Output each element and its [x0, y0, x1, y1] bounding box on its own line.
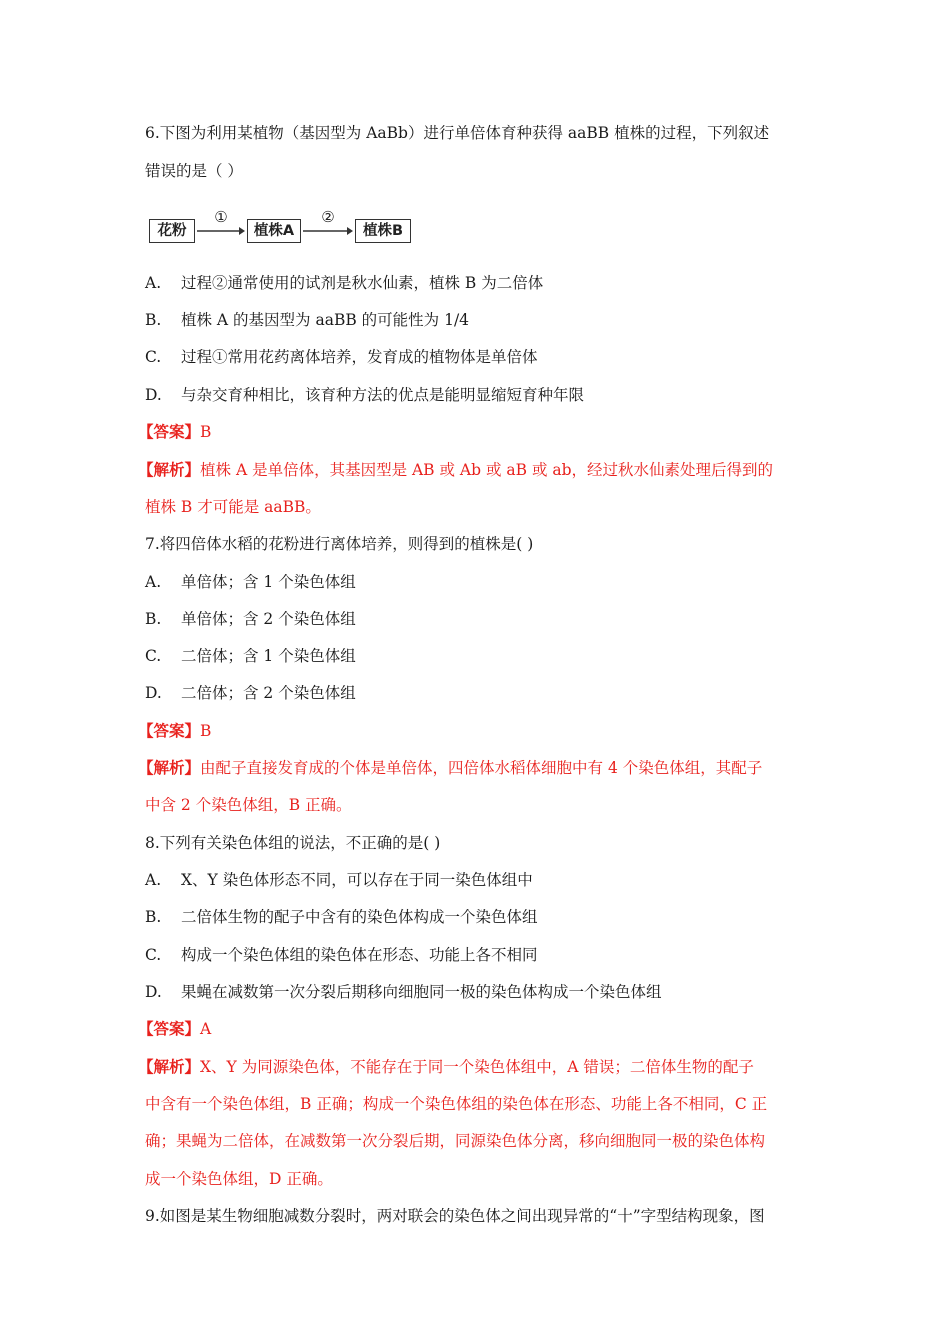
q8-analysis-line2: 中含有一个染色体组，B 正确；构成一个染色体组的染色体在形态、功能上各不相同，C 正 — [145, 1095, 768, 1113]
q7-option-d: D. 二倍体；含 2 个染色体组 — [145, 684, 356, 702]
q7-analysis-line2: 中含 2 个染色体组，B 正确。 — [145, 796, 352, 814]
q8-option-c: C. 构成一个染色体组的染色体在形态、功能上各不相同 — [145, 946, 538, 964]
q6-option-a: A. 过程②通常使用的试剂是秋水仙素，植株 B 为二倍体 — [145, 274, 544, 292]
q8-analysis-line3: 确；果蝇为二倍体，在减数第一次分裂后期，同源染色体分离，移向细胞同一极的染色体构 — [145, 1132, 766, 1150]
q7-analysis-line1: 【解析】由配子直接发育成的个体是单倍体，四倍体水稻体细胞中有 4 个染色体组，其配子 — [138, 758, 763, 777]
q6-stem-line1: 6.下图为利用某植物（基因型为 AaBb）进行单倍体育种获得 aaBB 植株的过程，下列叙述 — [145, 124, 770, 142]
q8-analysis-line4: 成一个染色体组，D 正确。 — [145, 1170, 333, 1188]
q6-stem-line2: 错误的是（ ） — [145, 162, 243, 180]
q8-option-d: D. 果蝇在减数第一次分裂后期移向细胞同一极的染色体构成一个染色体组 — [145, 983, 662, 1001]
diagram-arrow-step1 — [197, 208, 245, 248]
q9-stem-line1: 9.如图是某生物细胞减数分裂时，两对联会的染色体之间出现异常的“十”字型结构现象，图 — [145, 1207, 765, 1225]
arrow-right-icon — [197, 226, 245, 236]
q8-answer: 【答案】A — [138, 1019, 212, 1038]
q7-stem: 7.将四倍体水稻的花粉进行离体培养，则得到的植株是( ) — [145, 535, 534, 553]
q6-answer: 【答案】B — [138, 422, 212, 441]
q7-answer: 【答案】B — [138, 721, 212, 740]
arrow-right-icon — [303, 226, 353, 236]
diagram-box-plant-b: 植株B — [355, 219, 411, 243]
q6-option-b: B. 植株 A 的基因型为 aaBB 的可能性为 1/4 — [145, 311, 470, 329]
q6-option-d: D. 与杂交育种相比，该育种方法的优点是能明显缩短育种年限 — [145, 386, 585, 404]
diagram-step1-label: ① — [214, 208, 228, 226]
q7-option-a: A. 单倍体；含 1 个染色体组 — [145, 573, 356, 591]
q8-option-a: A. X、Y 染色体形态不同，可以存在于同一染色体组中 — [145, 871, 533, 889]
q8-analysis-line1: 【解析】X、Y 为同源染色体，不能存在于同一个染色体组中，A 错误；二倍体生物的配子 — [138, 1057, 754, 1076]
q6-analysis-line2: 植株 B 才可能是 aaBB。 — [145, 498, 321, 516]
q6-analysis-line1: 【解析】植株 A 是单倍体，其基因型是 AB 或 Ab 或 aB 或 ab，经过秋水仙素处理后得到的 — [138, 460, 774, 479]
q6-option-c: C. 过程①常用花药离体培养，发育成的植物体是单倍体 — [145, 348, 538, 366]
q8-stem: 8.下列有关染色体组的说法，不正确的是( ) — [145, 834, 441, 852]
diagram-box-plant-a: 植株A — [247, 219, 301, 243]
diagram-step2-label: ② — [321, 208, 335, 226]
q7-option-b: B. 单倍体；含 2 个染色体组 — [145, 610, 356, 628]
diagram-box-pollen: 花粉 — [149, 219, 195, 243]
q6-flow-diagram — [149, 208, 419, 248]
q7-option-c: C. 二倍体；含 1 个染色体组 — [145, 647, 356, 665]
diagram-arrow-step2 — [303, 208, 353, 248]
q8-option-b: B. 二倍体生物的配子中含有的染色体构成一个染色体组 — [145, 908, 538, 926]
